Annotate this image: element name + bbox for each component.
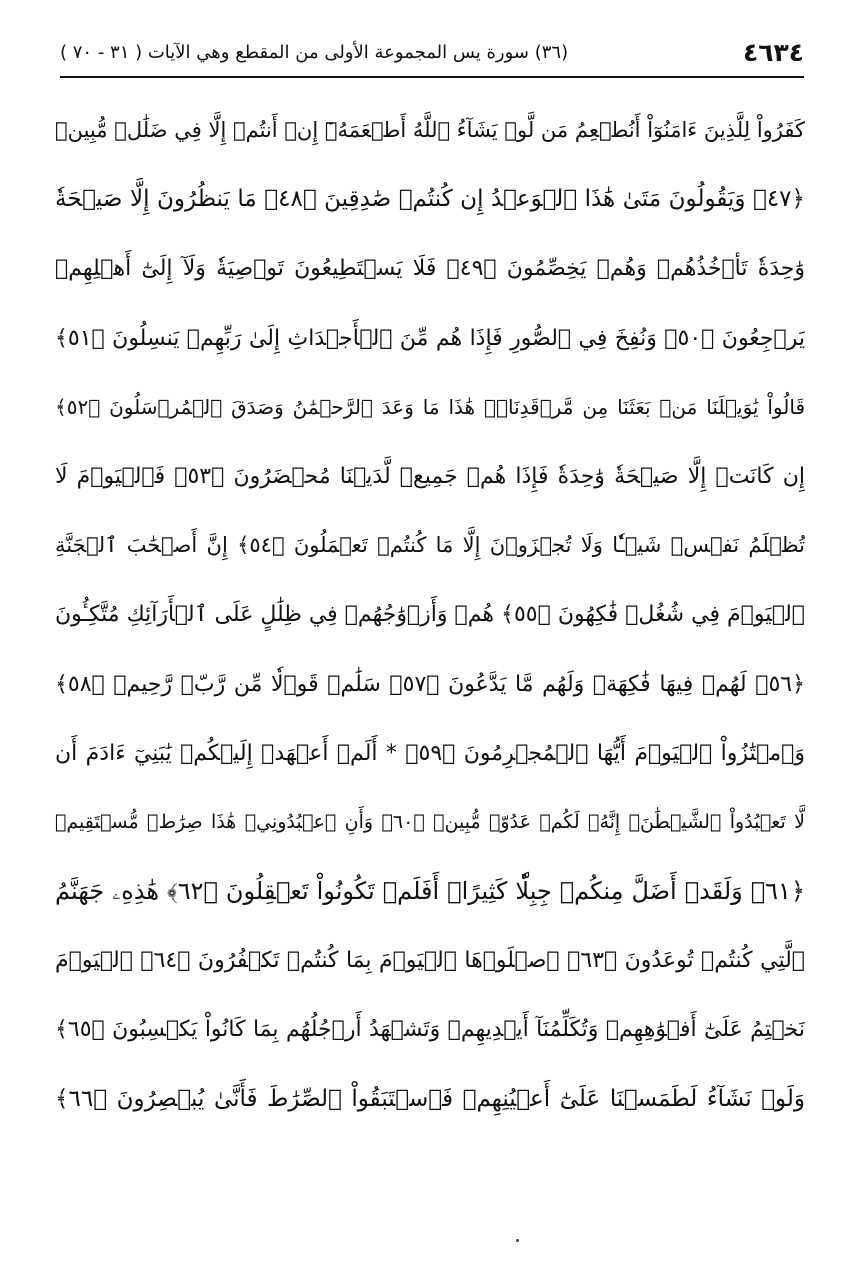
text-line: ﴿٥٦﴾ لَهُمۡ فِيهَا فَٰكِهَةٞ وَلَهُم مَّا يَدَّعُونَ ﴿٥٧﴾ سَلَٰمٞ قَوۡلٗا مِّن رَّبّٖ رَّحِيمٖ ﴿٥٨﴾ xyxy=(55,671,805,697)
text-line: قَالُواْ يَٰوَيۡلَنَا مَنۢ بَعَثَنَا مِن مَّرۡقَدِنَاۗۜ هَٰذَا مَا وَعَدَ ٱلرَّحۡمَٰنُ وَصَدَقَ ٱلۡمُرۡسَلُونَ ﴿٥٢﴾ xyxy=(55,394,805,419)
text-line: ٱلۡيَوۡمَ فِي شُغُلٖ فَٰكِهُونَ ﴿٥٥﴾ هُمۡ وَأَزۡوَٰجُهُمۡ فِي ظِلَٰلٍ عَلَى ٱلۡأَرَآئِكِ مُتَّكِـُٔونَ xyxy=(55,602,805,628)
text-line: إِن كَانَتۡ إِلَّا صَيۡحَةٗ وَٰحِدَةٗ فَإِذَا هُمۡ جَمِيعٞ لَّدَيۡنَا مُحۡضَرُونَ ﴿٥٣﴾ فَٱلۡيَوۡمَ لَا xyxy=(55,463,805,489)
text-line: وَٱمۡتَٰزُواْ ٱلۡيَوۡمَ أَيُّهَا ٱلۡمُجۡرِمُونَ ﴿٥٩﴾ * أَلَمۡ أَعۡهَدۡ إِلَيۡكُمۡ يَٰبَنِيٓ ءَادَمَ أَن xyxy=(55,740,805,766)
page-number: ٤٦٣٤ xyxy=(742,37,804,67)
text-line: ٱلَّتِي كُنتُمۡ تُوعَدُونَ ﴿٦٣﴾ ٱصۡلَوۡهَا ٱلۡيَوۡمَ بِمَا كُنتُمۡ تَكۡفُرُونَ ﴿٦٤﴾ ٱلۡيَوۡمَ xyxy=(55,948,805,974)
text-line: تُظۡلَمُ نَفۡسٞ شَيۡـٔٗا وَلَا تُجۡزَوۡنَ إِلَّا مَا كُنتُمۡ تَعۡمَلُونَ ﴿٥٤﴾ إِنَّ أَصۡحَٰبَ ٱلۡجَنَّةِ xyxy=(55,533,805,558)
text-line: نَخۡتِمُ عَلَىٰٓ أَفۡوَٰهِهِمۡ وَتُكَلِّمُنَآ أَيۡدِيهِمۡ وَتَشۡهَدُ أَرۡجُلُهُم بِمَا كَانُواْ يَكۡسِبُونَ ﴿٦٥﴾ xyxy=(55,1017,805,1043)
text-line: ﴿٦١﴾ وَلَقَدۡ أَضَلَّ مِنكُمۡ جِبِلّٗا كَثِيرًاۖ أَفَلَمۡ تَكُونُواْ تَعۡقِلُونَ ﴿٦٢﴾ هَٰذِهِۦ جَهَنَّمُ xyxy=(55,877,805,906)
page-header xyxy=(60,30,804,74)
text-line: لَّا تَعۡبُدُواْ ٱلشَّيۡطَٰنَۖ إِنَّهُۥ لَكُمۡ عَدُوّٞ مُّبِينٞ ﴿٦٠﴾ وَأَنِ ٱعۡبُدُونِيۚ هَٰذَا صِرَٰطٞ مُّسۡتَقِيمٞ xyxy=(55,810,805,833)
text-line: وَٰحِدَةٗ تَأۡخُذُهُمۡ وَهُمۡ يَخِصِّمُونَ ﴿٤٩﴾ فَلَا يَسۡتَطِيعُونَ تَوۡصِيَةٗ وَلَآ إِلَىٰٓ أَهۡلِهِمۡ xyxy=(55,256,805,282)
verse-text xyxy=(55,96,805,1134)
text-line: يَرۡجِعُونَ ﴿٥٠﴾ وَنُفِخَ فِي ٱلصُّورِ فَإِذَا هُم مِّنَ ٱلۡأَجۡدَاثِ إِلَىٰ رَبِّهِمۡ يَنسِلُونَ ﴿٥١﴾ xyxy=(55,325,805,351)
text-line: ﴿٤٧﴾ وَيَقُولُونَ مَتَىٰ هَٰذَا ٱلۡوَعۡدُ إِن كُنتُمۡ صَٰدِقِينَ ﴿٤٨﴾ مَا يَنظُرُونَ إِلَّا صَيۡحَةٗ xyxy=(55,186,805,213)
text-line: وَلَوۡ نَشَآءُ لَطَمَسۡنَا عَلَىٰٓ أَعۡيُنِهِمۡ فَٱسۡتَبَقُواْ ٱلصِّرَٰطَ فَأَنَّىٰ يُبۡصِرُونَ ﴿٦٦﴾ xyxy=(55,1085,805,1112)
text-line: كَفَرُواْ لِلَّذِينَ ءَامَنُوٓاْ أَنُطۡعِمُ مَن لَّوۡ يَشَآءُ ٱللَّهُ أَطۡعَمَهُۥٓ إِنۡ أَنتُمۡ إِلَّا فِي ضَلَٰلٖ مُّبِينٖ xyxy=(55,118,805,142)
running-title: (٣٦) سورة يس المجموعة الأولى من المقطع وهي الآيات ( ٣١ - ٧٠ ) xyxy=(60,41,569,63)
scan-speck xyxy=(516,1239,519,1242)
header-rule xyxy=(60,76,804,78)
